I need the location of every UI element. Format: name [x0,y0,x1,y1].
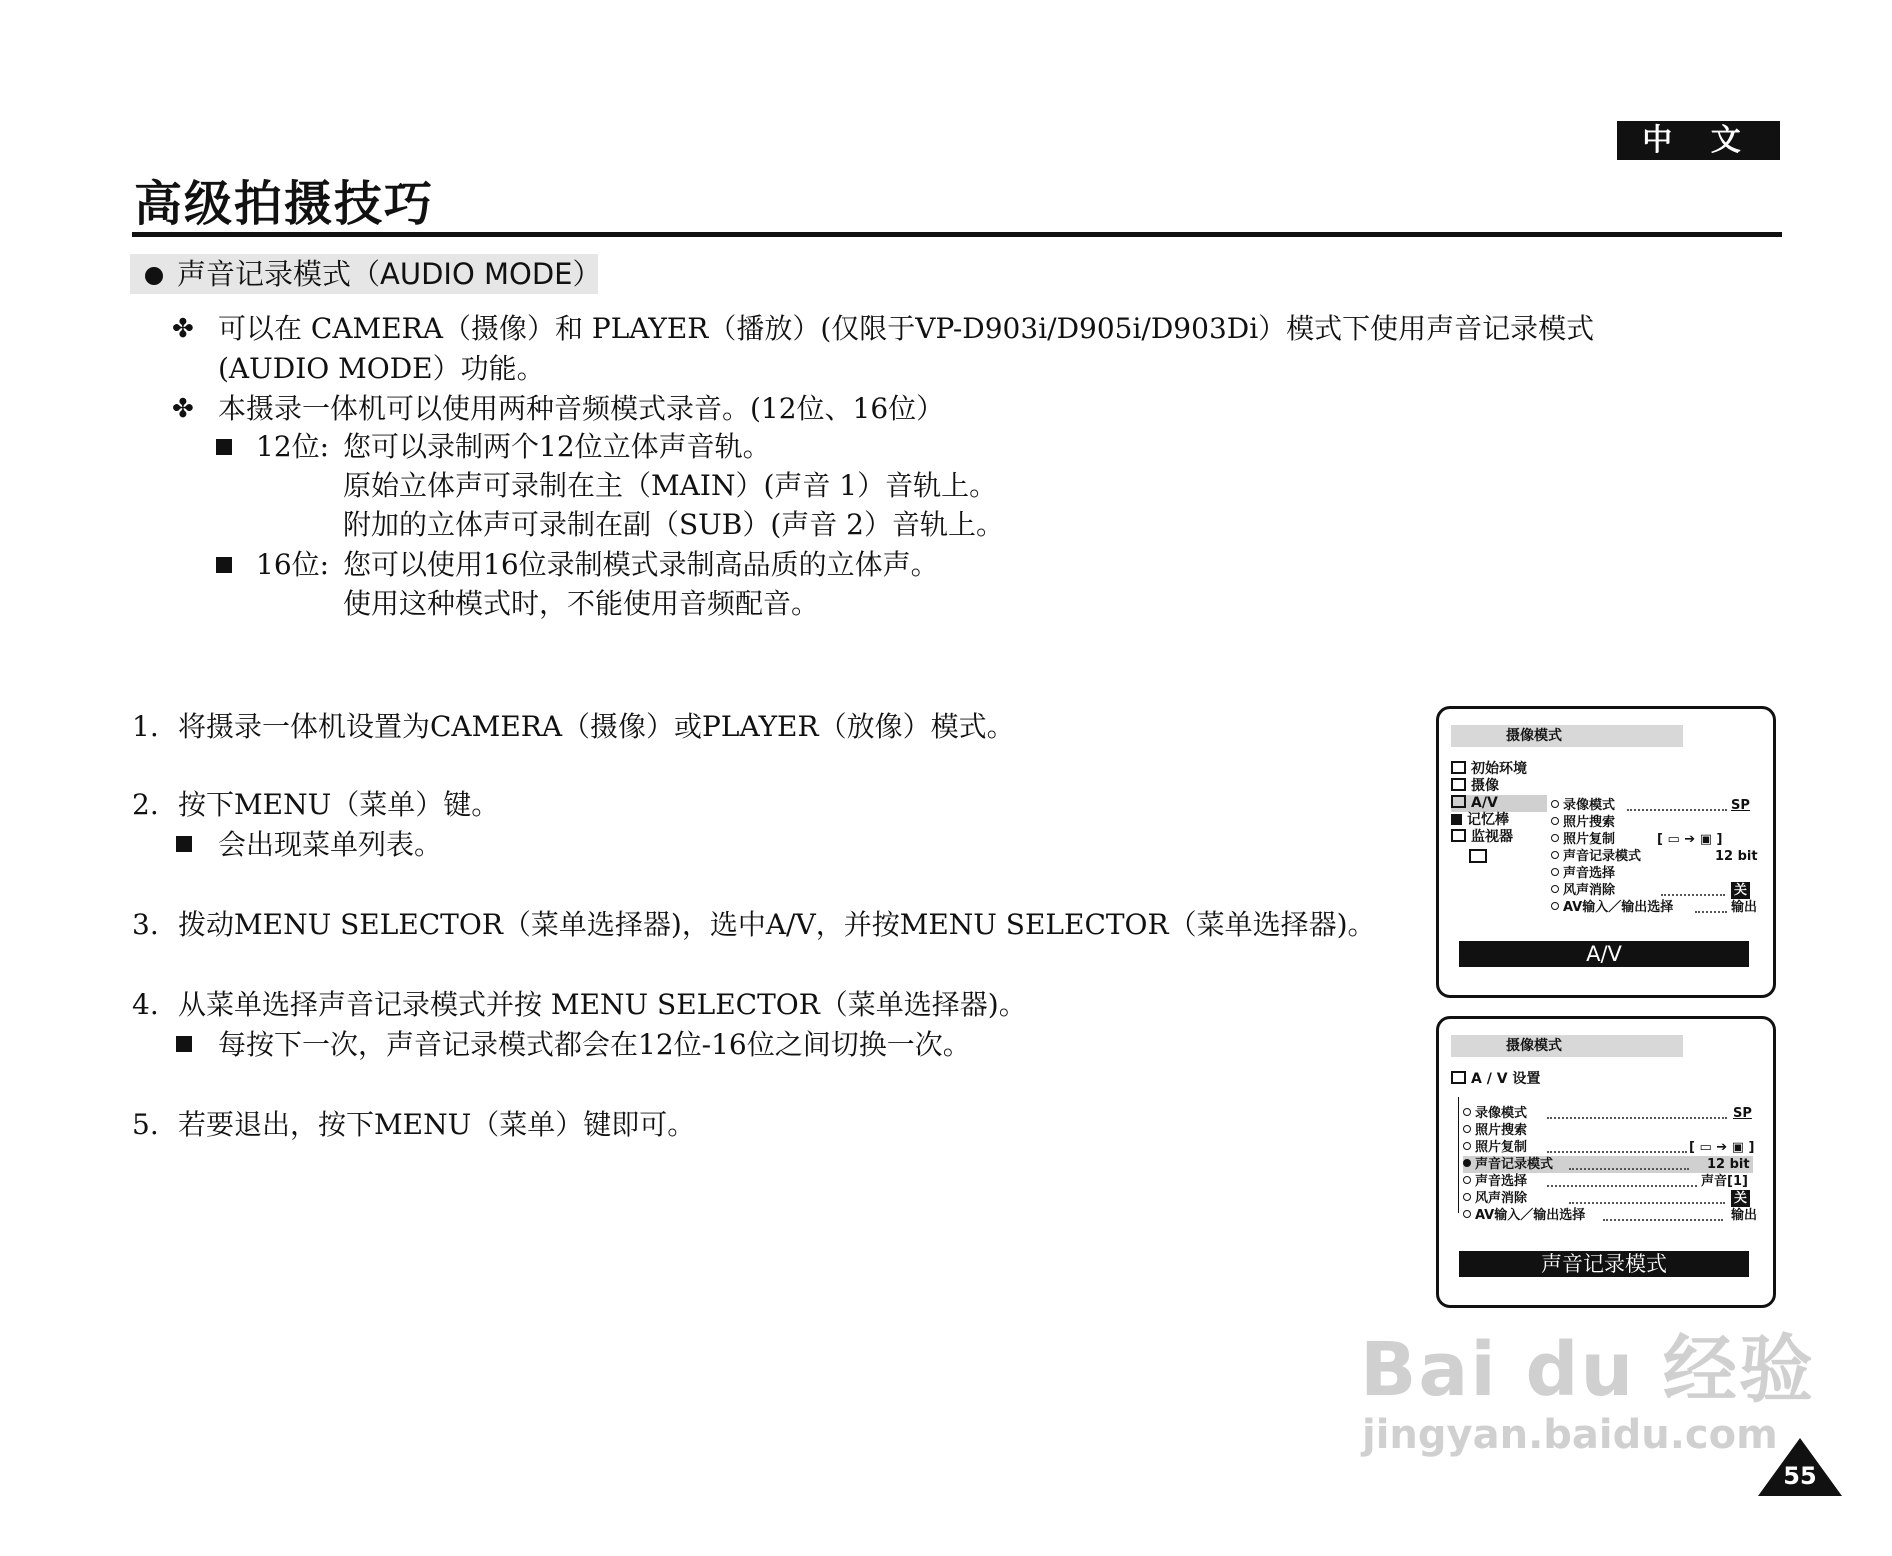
bullet-circle-icon [1463,1193,1471,1201]
square-bullet-icon [176,836,192,852]
clover-bullet-icon: ✤ [172,394,194,424]
osd-option-value: [ ▭ ➔ ▣ ] [1657,832,1723,847]
step-note: 每按下一次，声音记录模式都会在12位-16位之间切换一次。 [218,1028,971,1061]
osd-menu-item: 监视器 [1451,829,1513,846]
page-title: 高级拍摄技巧 [134,176,435,232]
sub-12bit-line: 原始立体声可录制在主（MAIN）(声音 1）音轨上。 [343,469,998,502]
osd-option-label: AV输入／输出选择 [1463,1207,1585,1224]
step-text: 拨动MENU SELECTOR（菜单选择器)，选中A/V，并按MENU SELECTOR（菜单选择器)。 [178,908,1376,941]
bullet-circle-icon [1463,1176,1471,1184]
osd-title: 摄像模式 [1451,1035,1683,1057]
osd-menu-item: 摄像 [1451,778,1499,795]
osd-option-value: SP [1733,1106,1752,1121]
memory-stick-icon [1451,814,1462,825]
square-bullet-icon [176,1036,192,1052]
watermark-url: jingyan.baidu.com [1362,1412,1778,1458]
osd-option-value: 输出 [1731,1208,1758,1223]
title-divider [132,232,1782,237]
osd-option-label: 录像模式 [1551,797,1615,814]
bullet-circle-icon [1551,800,1559,808]
folder-icon [1451,761,1466,774]
intro-line-1: 可以在 CAMERA（摄像）和 PLAYER（播放）(仅限于VP-D903i/D905i/D903Di）模式下使用声音记录模式 [218,312,1595,345]
watermark [1360,1328,1815,1458]
monitor-icon [1469,849,1487,863]
bullet-circle-icon [1551,851,1559,859]
osd-option-label-selected: 声音记录模式 [1463,1156,1553,1173]
step-number: 5. [132,1108,159,1141]
osd-option-label: 照片搜索 [1463,1122,1527,1139]
osd-option-value: SP [1731,798,1750,813]
osd-option-value: [ ▭ ➔ ▣ ] [1689,1140,1755,1155]
osd-screen-av-menu [1436,706,1776,998]
osd-option-value: 输出 [1731,900,1758,915]
step-number: 1. [132,710,159,743]
osd-option-label: 照片复制 [1551,831,1615,848]
folder-icon [1451,829,1466,842]
bullet-circle-icon [1463,1108,1471,1116]
osd-option-value: 声音[1] [1701,1174,1748,1189]
step-text: 若要退出，按下MENU（菜单）键即可。 [178,1108,696,1141]
bullet-circle-icon [1463,1159,1471,1167]
dotted-leader [1627,809,1727,811]
osd-option-label: 风声消除 [1463,1190,1527,1207]
bullet-circle-icon [1551,902,1559,910]
dotted-leader [1569,1168,1689,1170]
osd-menu-item-selected: A/V [1451,795,1498,812]
step-number: 3. [132,908,159,941]
dotted-leader [1569,1202,1725,1204]
sub-16bit-line: 使用这种模式时，不能使用音频配音。 [343,587,820,620]
osd-menu-item: 初始环境 [1451,761,1527,778]
osd-menu-item: 记忆棒 [1451,812,1509,829]
osd-option-value: 12 bit [1707,1157,1750,1172]
folder-icon [1451,1071,1466,1084]
step-number: 4. [132,988,159,1021]
section-title: 声音记录模式（AUDIO MODE） [177,257,602,291]
osd-title: 摄像模式 [1451,725,1683,747]
clover-bullet-icon: ✤ [172,314,194,344]
language-badge: 中 文 [1617,121,1780,160]
osd-option-label: 照片搜索 [1551,814,1615,831]
step-note: 会出现菜单列表。 [218,828,443,861]
bullet-circle-icon [1551,834,1559,842]
bullet-circle-icon [1463,1125,1471,1133]
folder-icon [1451,795,1466,808]
intro-line-2: 本摄录一体机可以使用两种音频模式录音。(12位、16位） [218,392,945,425]
dotted-leader [1547,1151,1687,1153]
section-heading [145,256,602,292]
osd-bottom-bar: 声音记录模式 [1459,1251,1749,1277]
bullet-circle-icon [1551,868,1559,876]
osd-bottom-bar: A/V [1459,941,1749,967]
sub-12bit-line: 您可以录制两个12位立体声音轨。 [343,430,771,463]
watermark-brand: Bai du 经验 [1360,1327,1815,1413]
osd-option-label: 声音选择 [1551,865,1615,882]
osd-option-value: 12 bit [1715,849,1758,864]
sub-16bit-line: 您可以使用16位录制模式录制高品质的立体声。 [343,548,939,581]
step-number: 2. [132,788,159,821]
bullet-dot-icon [145,267,163,285]
sub-12bit-line: 附加的立体声可录制在副（SUB）(声音 2）音轨上。 [343,508,1004,541]
osd-option-label: 照片复制 [1463,1139,1527,1156]
step-text: 将摄录一体机设置为CAMERA（摄像）或PLAYER（放像）模式。 [178,710,1015,743]
osd-submenu-header: A / V 设置 [1451,1071,1540,1088]
osd-option-label: 风声消除 [1551,882,1615,899]
dotted-leader [1547,1117,1727,1119]
osd-option-value: 关 [1731,1190,1750,1207]
step-text: 从菜单选择声音记录模式并按 MENU SELECTOR（菜单选择器)。 [178,988,1027,1021]
sub-12bit-label: 12位: [256,430,330,463]
folder-icon [1451,778,1466,791]
tree-line [1458,1097,1459,1213]
step-text: 按下MENU（菜单）键。 [178,788,500,821]
square-bullet-icon [216,439,232,455]
osd-option-label: 声音记录模式 [1551,848,1641,865]
bullet-circle-icon [1463,1210,1471,1218]
square-bullet-icon [216,557,232,573]
osd-screen-av-settings [1436,1016,1776,1308]
osd-option-value: 关 [1731,882,1750,899]
page-number: 55 [1783,1462,1817,1490]
sub-16bit-label: 16位: [256,548,330,581]
dotted-leader [1661,894,1725,896]
dotted-leader [1547,1185,1697,1187]
osd-option-label: AV输入／输出选择 [1551,899,1673,916]
dotted-leader [1603,1219,1723,1221]
bullet-circle-icon [1551,817,1559,825]
intro-line-1b: (AUDIO MODE）功能。 [218,352,545,385]
bullet-circle-icon [1551,885,1559,893]
osd-option-label: 声音选择 [1463,1173,1527,1190]
osd-option-label: 录像模式 [1463,1105,1527,1122]
bullet-circle-icon [1463,1142,1471,1150]
dotted-leader [1695,911,1727,913]
